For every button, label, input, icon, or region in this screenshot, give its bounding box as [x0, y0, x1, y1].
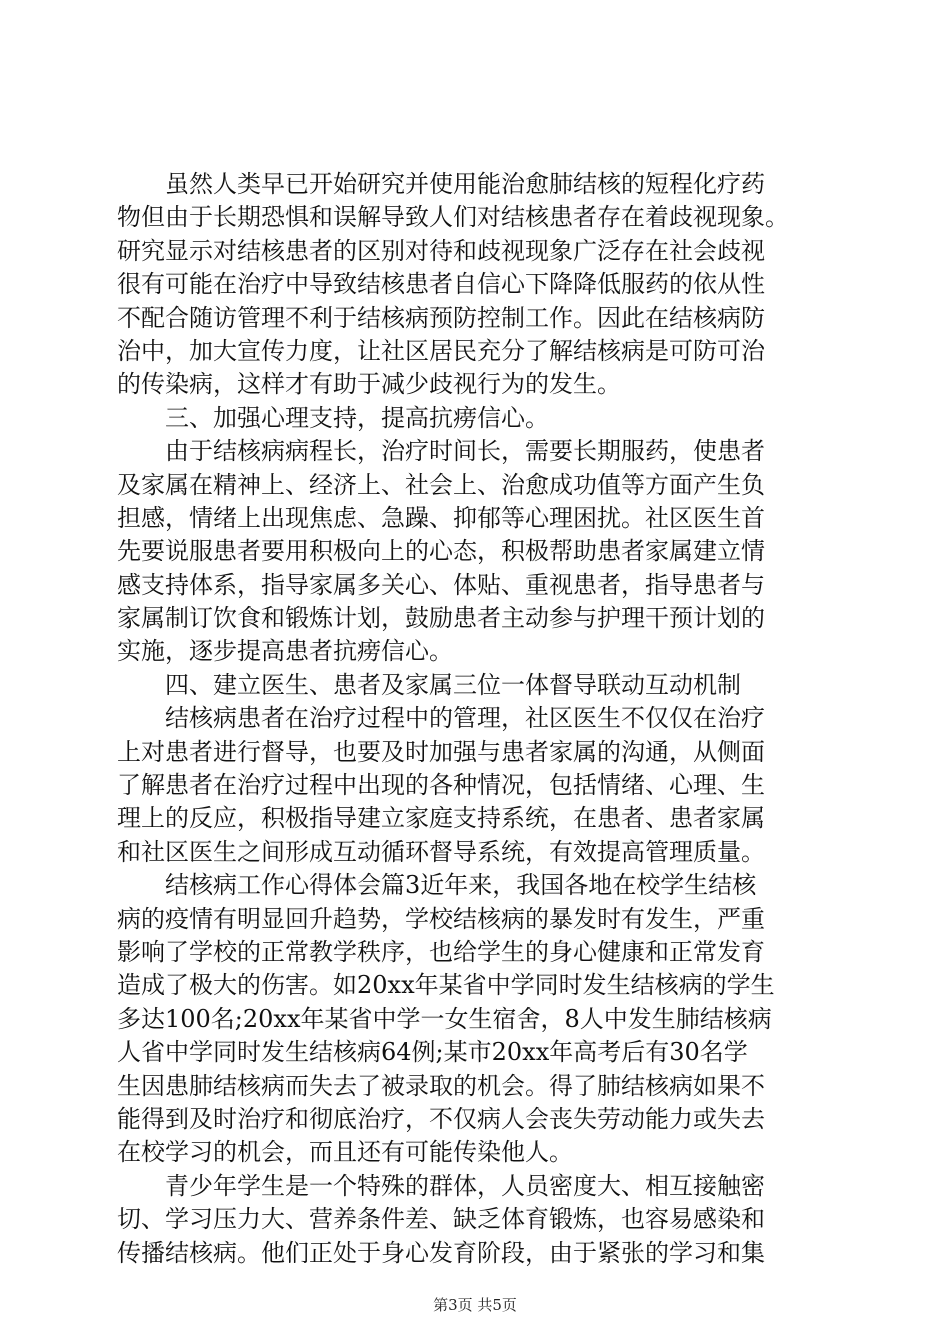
text-line: 担感，情绪上出现焦虑、急躁、抑郁等心理困扰。社区医生首: [117, 503, 765, 532]
text-line: 传播结核病。他们正处于身心发育阶段，由于紧张的学习和集: [117, 1238, 765, 1267]
text-line: 不配合随访管理不利于结核病预防控制工作。因此在结核病防: [117, 303, 765, 332]
text-line: 先要说服患者要用积极向上的心态，积极帮助患者家属建立情: [117, 537, 765, 566]
section-heading: 四、建立医生、患者及家属三位一体督导联动互动机制: [165, 670, 741, 699]
text-line: 物但由于长期恐惧和误解导致人们对结核患者存在着歧视现象。: [117, 203, 789, 232]
text-line: 能得到及时治疗和彻底治疗，不仅病人会丧失劳动能力或失去: [117, 1104, 765, 1133]
text-line: 病的疫情有明显回升趋势，学校结核病的暴发时有发生，严重: [117, 904, 765, 933]
text-line: 结核病患者在治疗过程中的管理，社区医生不仅仅在治疗: [165, 704, 765, 733]
text-line: 治中，加大宣传力度，让社区居民充分了解结核病是可防可治: [117, 336, 765, 365]
text-line: 影响了学校的正常教学秩序，也给学生的身心健康和正常发育: [117, 937, 765, 966]
text-line: 理上的反应，积极指导建立家庭支持系统，在患者、患者家属: [117, 804, 765, 833]
text-line: 切、学习压力大、营养条件差、缺乏体育锻炼，也容易感染和: [117, 1205, 765, 1234]
text-line: 实施，逐步提高患者抗痨信心。: [117, 637, 453, 666]
text-line: 很有可能在治疗中导致结核患者自信心下降降低服药的依从性: [117, 270, 765, 299]
section-heading: 三、加强心理支持，提高抗痨信心。: [165, 403, 549, 432]
text-line: 上对患者进行督导，也要及时加强与患者家属的沟通，从侧面: [117, 737, 765, 766]
text-line: 生因患肺结核病而失去了被录取的机会。得了肺结核病如果不: [117, 1071, 765, 1100]
text-line: 和社区医生之间形成互动循环督导系统，有效提高管理质量。: [117, 837, 765, 866]
page-footer: 第3页 共5页: [433, 1296, 517, 1314]
text-line: 研究显示对结核患者的区别对待和歧视现象广泛存在社会歧视: [117, 236, 765, 265]
text-line: 由于结核病病程长，治疗时间长，需要长期服药，使患者: [165, 437, 765, 466]
text-line: 青少年学生是一个特殊的群体，人员密度大、相互接触密: [165, 1171, 765, 1200]
document-body: [117, 168, 833, 1270]
text-line: 感支持体系，指导家属多关心、体贴、重视患者，指导患者与: [117, 570, 765, 599]
text-line: 家属制订饮食和锻炼计划，鼓励患者主动参与护理干预计划的: [117, 604, 765, 633]
text-line: 及家属在精神上、经济上、社会上、治愈成功值等方面产生负: [117, 470, 765, 499]
text-line: 在校学习的机会，而且还有可能传染他人。: [117, 1138, 573, 1167]
text-line: 了解患者在治疗过程中出现的各种情况，包括情绪、心理、生: [117, 771, 765, 800]
text-line: 的传染病，这样才有助于减少歧视行为的发生。: [117, 370, 621, 399]
text-line: 造成了极大的伤害。如20xx年某省中学同时发生结核病的学生: [117, 971, 775, 1000]
text-line: 人省中学同时发生结核病64例;某市20xx年高考后有30名学: [117, 1038, 748, 1067]
text-line: 虽然人类早已开始研究并使用能治愈肺结核的短程化疗药: [165, 170, 765, 198]
text-line: 多达100名;20xx年某省中学一女生宿舍，8人中发生肺结核病: [117, 1004, 772, 1033]
text-line: 结核病工作心得体会篇3近年来，我国各地在校学生结核: [165, 871, 757, 900]
